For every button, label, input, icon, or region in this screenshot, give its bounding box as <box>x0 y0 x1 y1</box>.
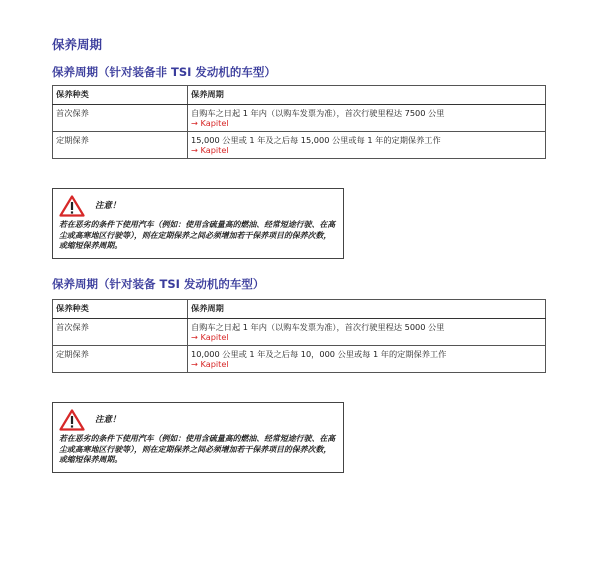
note-text: 若在恶劣的条件下使用汽车（例如：使用含硫量高的燃油、经常短途行驶、在高尘或高寒地区行驶等），则在定期保养之间必须增加若干保养项目的保养次数，或缩短保养周期。 <box>59 434 336 464</box>
row-type: 定期保养 <box>53 132 188 159</box>
row-type: 首次保养 <box>53 319 188 346</box>
kapitel-link[interactable]: → Kapitel <box>191 332 229 342</box>
note-label: 注意！ <box>95 414 121 425</box>
row-desc-text: 10,000 公里或 1 年及之后每 10，000 公里或每 1 年的定期保养工作 <box>191 349 447 359</box>
table-row <box>53 319 546 346</box>
column-header-interval: 保养周期 <box>188 300 546 319</box>
warning-triangle-icon <box>59 195 85 217</box>
caution-note <box>52 402 344 473</box>
row-desc <box>188 132 546 159</box>
row-type: 首次保养 <box>53 105 188 132</box>
table-row <box>53 346 546 373</box>
note-label: 注意！ <box>95 200 121 211</box>
page-title: 保养周期 <box>52 37 103 52</box>
row-desc <box>188 319 546 346</box>
row-desc <box>188 346 546 373</box>
row-desc-text: 15,000 公里或 1 年及之后每 15,000 公里或每 1 年的定期保养工作 <box>191 135 441 145</box>
column-header-type: 保养种类 <box>53 300 188 319</box>
kapitel-link[interactable]: → Kapitel <box>191 359 229 369</box>
note-text: 若在恶劣的条件下使用汽车（例如：使用含硫量高的燃油、经常短途行驶、在高尘或高寒地区行驶等），则在定期保养之间必须增加若干保养项目的保养次数，或缩短保养周期。 <box>59 220 336 250</box>
row-desc <box>188 105 546 132</box>
table-row <box>53 105 546 132</box>
row-type: 定期保养 <box>53 346 188 373</box>
table-header-row <box>53 86 546 105</box>
kapitel-link[interactable]: → Kapitel <box>191 118 229 128</box>
row-desc-text: 自购车之日起 1 年内（以购车发票为准），首次行驶里程达 7500 公里 <box>191 108 445 118</box>
table-row <box>53 132 546 159</box>
section2-table <box>52 299 546 373</box>
note-header <box>59 408 337 432</box>
section1-heading: 保养周期（针对装备非 TSI 发动机的车型） <box>52 65 276 79</box>
warning-triangle-icon <box>59 409 85 431</box>
caution-note <box>52 188 344 259</box>
note-header <box>59 194 337 218</box>
column-header-interval: 保养周期 <box>188 86 546 105</box>
column-header-type: 保养种类 <box>53 86 188 105</box>
section2-heading: 保养周期（针对装备 TSI 发动机的车型） <box>52 277 265 291</box>
kapitel-link[interactable]: → Kapitel <box>191 145 229 155</box>
table-header-row <box>53 300 546 319</box>
section1-table <box>52 85 546 159</box>
row-desc-text: 自购车之日起 1 年内（以购车发票为准），首次行驶里程达 5000 公里 <box>191 322 445 332</box>
